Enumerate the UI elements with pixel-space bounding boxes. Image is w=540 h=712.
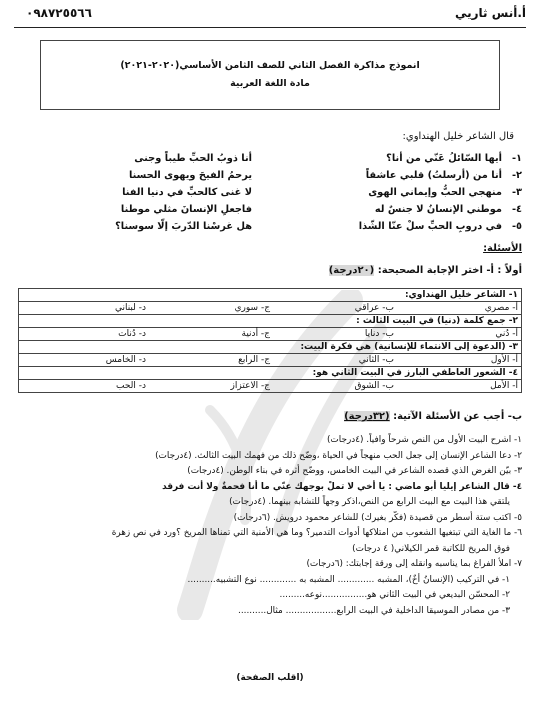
poem-line-number: ٣- <box>511 187 522 198</box>
mcq-option: د- دُنات <box>118 329 146 339</box>
top-divider <box>14 27 526 28</box>
poem-first-hemistich: موطني الإنسانُ لا جنسٌ له <box>374 204 502 215</box>
poem-line-number: ٥- <box>511 221 522 232</box>
question-line: ١- في التركيب (الإنسانُ أخٌ)، المشبه ............. المشبه به ............. نوع التشبيه.......... <box>187 574 510 585</box>
questions-heading: الأسئلة: <box>483 243 522 254</box>
mcq-option: أ- الأول <box>490 355 518 365</box>
mcq-options-row <box>19 302 522 315</box>
mcq-options-row <box>19 380 522 393</box>
turn-page-note: (اقلب الصفحة) <box>236 673 304 683</box>
poem-line <box>22 167 522 184</box>
question-line: ٦- ما الغاية التي تبتغيها الشعوب من امتلاكها أدوات التدمير؟ وما هي الأمنية التي تمناها المريخ ؟ورد في نص زهرة <box>111 528 522 538</box>
poem-line <box>22 184 522 201</box>
part2-heading <box>344 411 522 422</box>
poem-second-hemistich: فاجعلِ الإنسانَ مثلي موطنا <box>120 204 252 215</box>
mcq-option: ج- أدنية <box>241 329 270 339</box>
part2-label: ب- أجب عن الأسئلة الآتية: <box>393 411 522 422</box>
poem-line <box>22 201 522 218</box>
poem-block <box>22 150 522 235</box>
mcq-question: ٣- (الدعوة إلى الانتماء للإنسانية) هي فكرة البيت: <box>19 341 522 354</box>
mcq-question: ٤- الشعور العاطفي البارز في البيت الثاني هو: <box>19 367 522 380</box>
question-line: ٣- من مصادر الموسيقا الداخلية في البيت الرابع.................. مثال.......... <box>238 605 510 616</box>
questions-list <box>18 433 522 619</box>
mcq-option: د- الخامس <box>105 355 146 365</box>
exam-subject: مادة اللغة العربية <box>230 78 310 89</box>
mcq-option: د- الحب <box>115 381 146 391</box>
mcq-options-row <box>19 354 522 367</box>
author-name: أ.أنس ثاريي <box>455 6 526 20</box>
mcq-option: أ- الأمل <box>490 381 518 391</box>
poem-line-number: ٤- <box>511 204 522 215</box>
question-line: فوق المريخ للكاتبة قمر الكيلاني( ٤ درجات) <box>352 543 510 554</box>
question-line: ٣- بيّن الغرض الذي قصده الشاعر في البيت الخامس، ووضّح أثره في بناء الوطن. (٤درجات) <box>187 466 522 476</box>
mcq-option: ب- دنايا <box>364 329 394 339</box>
part1-label: أولاً : أ- اختر الإجابة الصحيحة: <box>377 265 522 276</box>
poem-second-hemistich: يرحمُ الفيحَ ويهوى الحسنا <box>129 170 252 181</box>
poem-first-hemistich: أنا من (أرسلتُ) قلبي عاشقاً <box>365 170 502 181</box>
mcq-option: ج- سوري <box>234 303 270 313</box>
question-line: ٧- املأ الفراغ بما يناسبه وانقله إلى ورقة إجابتك: (٦درجات) <box>306 559 522 569</box>
poem-second-hemistich: أنا ذوبُ الحبِّ طيباً وجنى <box>134 153 252 164</box>
poem-line-number: ١- <box>511 153 522 164</box>
question-line: ٥- اكتب ستة أسطر من قصيدة (فكّر بغيرك) للشاعر محمود درويش. (٦درجات) <box>233 512 522 523</box>
question-line: ٢- دعا الشاعر الإنسان إلى جعل الحب منهجاً في الحياة ،وضّح ذلك من فهمك البيت الثالث. (٤درجات) <box>155 450 522 461</box>
question-line: ١- اشرح البيت الأول من النص شرحاً وافياً. (٤درجات) <box>326 435 522 445</box>
mcq-option: ج- الرابع <box>238 355 270 365</box>
mcq-option: ب- الثاني <box>358 355 394 365</box>
poem-second-hemistich: هل غرسْنا الدّربَ إلّا سوسنا؟ <box>115 221 252 232</box>
poem-first-hemistich: في دروبِ الحبِّ سلْ عنّا الشّذا <box>358 221 502 232</box>
poem-line <box>22 218 522 235</box>
mcq-option: ب- الشوق <box>354 381 394 391</box>
part2-marks: (٣٢درجة) <box>344 411 390 422</box>
part1-marks: (٢٠درجة) <box>328 265 375 276</box>
mcq-option: ج- الاعتزاز <box>230 381 270 391</box>
question-line: ٤- قال الشاعر إيليا أبو ماضي : يا أخي لا تملْ بوجهك عنّي ما أنا فحمةٌ ولا أنت فرقد <box>162 481 522 492</box>
author-phone: ٠٩٨٧٢٥٥٦٦ <box>26 6 92 20</box>
exam-title: انموذج مذاكرة الفصل الثاني للصف الثامن الأساسي(٢٠٢٠-٢٠٢١) <box>120 59 420 71</box>
mcq-option: د- لبناني <box>114 303 146 313</box>
mcq-option: أ- مصري <box>484 303 518 313</box>
poem-first-hemistich: أيها السّائلُ عَنّي من أنا؟ <box>386 153 502 164</box>
question-line: يلتقي هذا البيت مع البيت الرابع من النص،اذكر وجهاً للتشابه بينهما. (٤درجات) <box>229 497 510 507</box>
poem-intro: قال الشاعر خليل الهنداوي: <box>402 131 514 142</box>
poem-line-number: ٢- <box>511 170 522 181</box>
mcq-option: أ- دُني <box>495 329 518 339</box>
part1-heading <box>329 265 522 276</box>
poem-line <box>22 150 522 167</box>
exam-header-box <box>40 40 500 110</box>
poem-second-hemistich: لا غنى كالحبِّ في دنيا الفنا <box>122 187 252 198</box>
mcq-question: ١- الشاعر خليل الهنداوي: <box>19 289 522 302</box>
poem-first-hemistich: منهجي الحبُّ وإيماني الهوى <box>368 187 502 198</box>
mcq-question: ٢- جمع كلمة (دنيا) في البيت الثالث : <box>19 315 522 328</box>
mcq-option: ب- عراقي <box>354 303 394 313</box>
mcq-options-row <box>19 328 522 341</box>
question-line: ٢- المحسّن البديعي في البيت الثاني هو................نوعه......... <box>279 590 510 600</box>
mcq-table <box>18 288 522 393</box>
